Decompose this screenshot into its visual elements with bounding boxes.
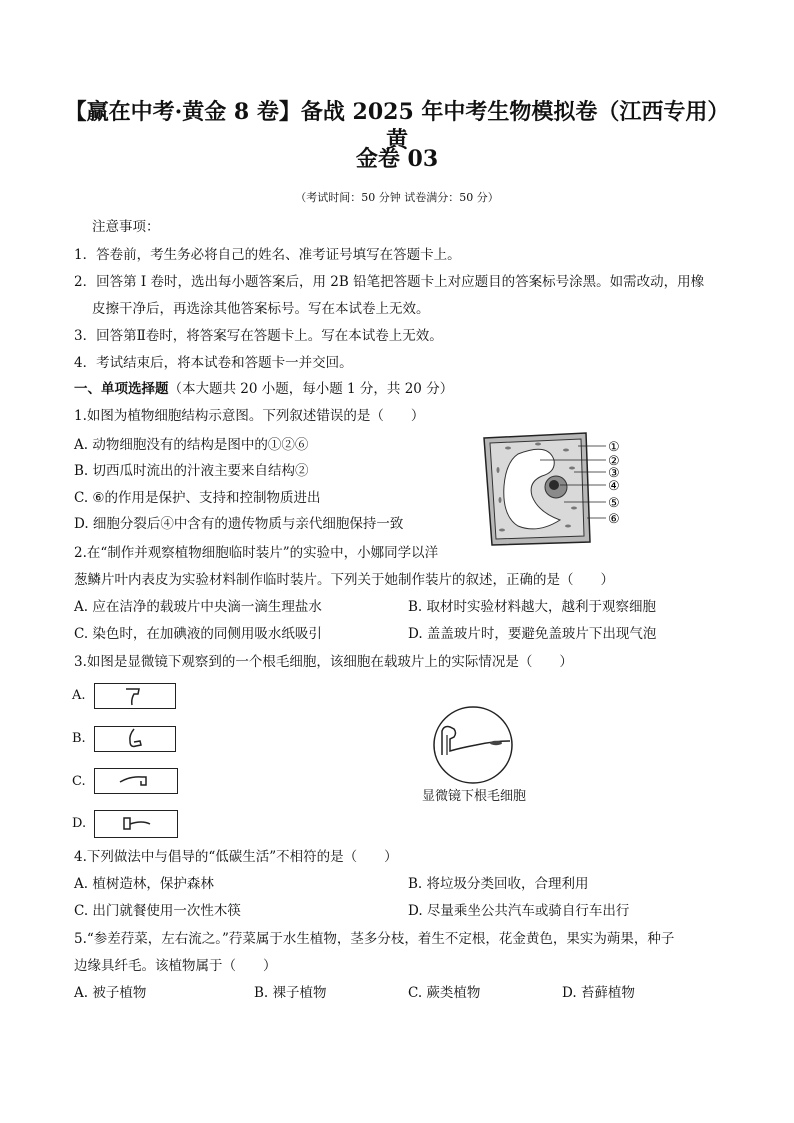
root-hair-caption: 显微镜下根毛细胞 (422, 789, 527, 804)
q2-stem-line2: 葱鳞片叶内表皮为实验材料制作临时装片。下列关于她制作装片的叙述，正确的是（ ） (74, 572, 614, 588)
note-item-1: 1．答卷前，考生务必将自己的姓名、准考证号填写在答题卡上。 (74, 247, 461, 263)
notes-heading: 注意事项： (92, 219, 160, 235)
q2-option-b: B. 取材时实验材料越大，越利于观察细胞 (408, 599, 657, 615)
q1-option-b: B. 切西瓜时流出的汁液主要来自结构② (74, 463, 309, 479)
cell-label-5: ⑤ (608, 496, 620, 511)
q3-option-a-letter: A. (72, 688, 86, 703)
section-subtitle: （本大题共 20 小题，每小题 1 分，共 20 分） (168, 381, 454, 397)
exam-info: （考试时间：50 分钟 试卷满分：50 分） (295, 191, 499, 204)
q5-stem-line1: 5.“参差荇菜，左右流之。”荇菜属于水生植物，茎多分枝，着生不定根，花金黄色，果实为蒴果，种子 (74, 931, 675, 947)
q3-stem: 3.如图是显微镜下观察到的一个根毛细胞，该细胞在载玻片上的实际情况是（ ） (74, 654, 573, 670)
plant-cell-diagram (478, 430, 638, 548)
cell-label-2: ② (608, 454, 620, 469)
q5-stem-line2: 边缘具纤毛。该植物属于（ ） (74, 958, 277, 974)
section-heading (74, 379, 453, 399)
q3-option-b-cell (94, 726, 174, 750)
note-item-2-cont: 皮擦干净后，再选涂其他答案标号。写在本试卷上无效。 (92, 301, 430, 317)
q2-option-a: A. 应在洁净的载玻片中央滴一滴生理盐水 (74, 599, 322, 615)
q4-option-a: A. 植树造林，保护森林 (74, 876, 214, 892)
note-item-3: 3．回答第Ⅱ卷时，将答案写在答题卡上。写在本试卷上无效。 (74, 328, 443, 344)
q3-option-b-letter: B. (72, 731, 86, 746)
exam-title-line1: 【赢在中考·黄金 8 卷】备战 2025 年中考生物模拟卷（江西专用）黄 (64, 99, 730, 153)
note-item-4: 4．考试结束后，将本试卷和答题卡一并交回。 (74, 355, 353, 371)
exam-title-line2: 金卷 03 (355, 146, 439, 172)
q1-option-a: A. 动物细胞没有的结构是图中的①②⑥ (74, 437, 309, 453)
note-item-2: 2．回答第 I 卷时，选出每小题答案后，用 2B 铅笔把答题卡上对应题目的答案标号涂黑。如需改动，用橡 (74, 274, 705, 290)
cell-label-1: ① (608, 440, 620, 455)
cell-label-3: ③ (608, 466, 620, 481)
q2-stem-line1: 2.在“制作并观察植物细胞临时装片”的实验中，小娜同学以洋 (74, 545, 439, 561)
q3-option-c-cell (94, 768, 176, 792)
q1-option-c: C. ⑥的作用是保护、支持和控制物质进出 (74, 490, 321, 506)
q1-option-d: D. 细胞分裂后④中含有的遗传物质与亲代细胞保持一致 (74, 516, 404, 532)
q3-option-d-cell (94, 810, 176, 836)
q5-option-b: B. 裸子植物 (254, 985, 327, 1001)
cell-label-4: ④ (608, 479, 620, 494)
q3-option-a-cell (94, 683, 174, 707)
q5-option-d: D. 苔藓植物 (562, 985, 635, 1001)
q4-stem: 4.下列做法中与倡导的“低碳生活”不相符的是（ ） (74, 849, 398, 865)
q5-option-c: C. 蕨类植物 (408, 985, 481, 1001)
root-hair-cell-diagram (432, 705, 522, 785)
q2-option-d: D. 盖盖玻片时，要避免盖玻片下出现气泡 (408, 626, 657, 642)
q1-stem: 1.如图为植物细胞结构示意图。下列叙述错误的是（ ） (74, 408, 425, 424)
q4-option-b: B. 将垃圾分类回收，合理利用 (408, 876, 589, 892)
q2-option-c: C. 染色时，在加碘液的同侧用吸水纸吸引 (74, 626, 322, 642)
cell-label-6: ⑥ (608, 512, 620, 527)
q3-option-d-letter: D. (72, 816, 87, 831)
q4-option-c: C. 出门就餐使用一次性木筷 (74, 903, 241, 919)
q3-option-c-letter: C. (72, 774, 86, 789)
section-title: 一、单项选择题 (74, 381, 169, 397)
q5-option-a: A. 被子植物 (74, 985, 147, 1001)
q4-option-d: D. 尽量乘坐公共汽车或骑自行车出行 (408, 903, 630, 919)
